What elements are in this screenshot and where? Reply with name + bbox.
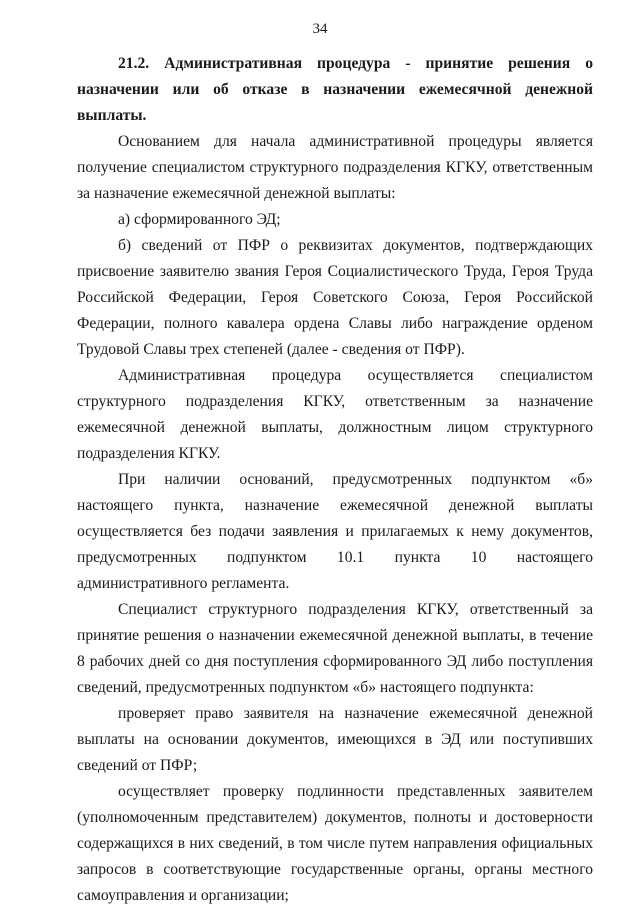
paragraph-without-application: При наличии оснований, предусмотренных подпунктом «б» настоящего пункта, назначение ежемесячной денежной выплаты осуществляется без подачи заявления и прилагаемых к нему документов, предусмотренных подпунктом 10.1 пункта 10 настоящего административного регламента.	[77, 471, 593, 592]
page-number: 34	[312, 21, 328, 37]
paragraph-specialist-duties: Специалист структурного подразделения КГКУ, ответственный за принятие решения о назначении ежемесячной денежной выплаты, в течение 8 рабочих дней со дня поступления сформированного ЭД либо поступления сведений, предусмотренных подпунктом «б» настоящего подпункта:	[77, 601, 593, 696]
document-body	[77, 51, 593, 909]
section-heading: 21.2. Административная процедура - принятие решения о назначении или об отказе в назначении ежемесячной денежной выплаты.	[77, 55, 593, 124]
paragraph-item-a: а) сформированного ЭД;	[118, 211, 281, 228]
paragraph-basis: Основанием для начала административной процедуры является получение специалистом структурного подразделения КГКУ, ответственным за назначение ежемесячной денежной выплаты:	[77, 133, 593, 202]
paragraph-item-b: б) сведений от ПФР о реквизитах документов, подтверждающих присвоение заявителю звания Героя Социалистического Труда, Героя Труда Российской Федерации, Героя Советского Союза, Героя Российской Федерации, полного кавалера ордена Славы либо награждение орденом Трудовой Славы трех степеней (далее - сведения от ПФР).	[77, 237, 593, 358]
paragraph-verify-documents: осуществляет проверку подлинности представленных заявителем (уполномоченным представителем) документов, полноты и достоверности содержащихся в них сведений, в том числе путем направления официальных запросов в соответствующие государственные органы, органы местного самоуправления и организации;	[77, 783, 593, 904]
paragraph-check-right: проверяет право заявителя на назначение ежемесячной денежной выплаты на основании документов, имеющихся в ЭД или поступивших сведений от ПФР;	[77, 705, 593, 774]
paragraph-procedure-executor: Административная процедура осуществляется специалистом структурного подразделения КГКУ, ответственным за назначение ежемесячной денежной выплаты, должностным лицом структурного подразделения КГКУ.	[77, 367, 593, 462]
